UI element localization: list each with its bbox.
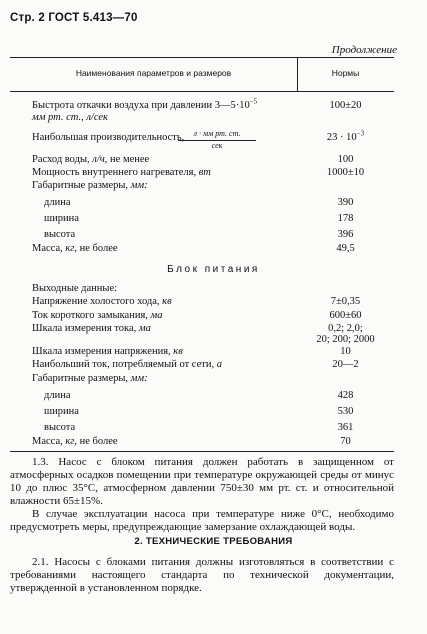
- row-value: 100±20: [329, 100, 362, 111]
- row-label: Шкала измерения напряжения,: [32, 346, 174, 357]
- row-value: 428: [337, 390, 354, 401]
- table-top-rule: [10, 57, 394, 58]
- row-value: 23 · 10: [326, 132, 357, 143]
- row-label: ширина: [44, 213, 79, 224]
- paragraph-exploitation: В случае эксплуатации насоса при температуре ниже 0°С, необходимо предусмотреть меры, предупреждающие замерзание охлаждающей воды.: [10, 508, 394, 533]
- row-unit: ма: [138, 323, 151, 334]
- row-unit: а: [216, 359, 222, 370]
- table-bottom-rule: [10, 451, 394, 452]
- page-header: Стр. 2 ГОСТ 5.413—70: [10, 12, 138, 24]
- row-label: высота: [44, 229, 76, 240]
- row-unit: л/ч: [92, 154, 105, 165]
- fraction-numerator: л · мм рт. ст.: [178, 129, 256, 141]
- row-label: длина: [44, 390, 71, 401]
- row-value: 390: [337, 197, 354, 208]
- row-label-tail: , не более: [74, 243, 118, 254]
- paragraph-2-1: 2.1. Насосы с блоками питания должны изготовляться в соответствии с требованиями настоящего стандарта по технической документации, утвержденной в установленном порядке.: [10, 556, 394, 594]
- row-unit: кв: [173, 346, 183, 357]
- row-unit: ма: [150, 310, 163, 321]
- section-2-title: 2. ТЕХНИЧЕСКИЕ ТРЕБОВАНИЯ: [134, 536, 293, 547]
- row-label: Мощность внутреннего нагревателя,: [32, 167, 199, 178]
- row-label: Шкала измерения тока,: [32, 323, 139, 334]
- table-row: [0, 129, 427, 150]
- row-label: Напряжение холостого хода,: [32, 296, 163, 307]
- row-label: Быстрота откачки воздуха при давлении 3—5·10: [32, 100, 250, 111]
- row-value: 396: [337, 229, 354, 240]
- row-label: Выходные данные:: [32, 283, 118, 294]
- column-header-value: Нормы: [331, 68, 360, 78]
- row-label: Габаритные размеры,: [32, 180, 131, 191]
- row-unit: вт: [198, 167, 211, 178]
- row-value: 600±60: [329, 310, 362, 321]
- row-value: 100: [337, 154, 354, 165]
- row-label: Ток короткого замыкания,: [32, 310, 151, 321]
- row-label-unit: мм рт. ст., л/сек: [32, 112, 108, 123]
- row-value: 530: [337, 406, 354, 417]
- row-value: 361: [337, 422, 354, 433]
- row-label: Масса,: [32, 436, 66, 447]
- paragraph-1-3: 1.3. Насос с блоком питания должен работать в защищенном от атмосферных осадков помещении при температуре окружающей среды от минус 10 до плюс 35°С, атмосферном давлении 750±30 мм рт. ст. и относительной влажности 65±15%.: [10, 456, 394, 507]
- row-value-cont: 20; 200; 2000: [316, 334, 375, 345]
- row-label-sup: −5: [249, 97, 258, 106]
- row-value: 70: [340, 436, 351, 447]
- table-row: [0, 213, 427, 229]
- row-value: 0,2; 2,0;: [328, 323, 363, 334]
- row-label: длина: [44, 197, 71, 208]
- row-label-tail: , не менее: [104, 154, 150, 165]
- row-label: Расход воды,: [32, 154, 93, 165]
- row-label: Масса,: [32, 243, 66, 254]
- row-unit: кв: [162, 296, 172, 307]
- row-label: высота: [44, 422, 76, 433]
- table-row: [0, 436, 427, 452]
- row-value: 178: [337, 213, 354, 224]
- row-value: 7±0,35: [330, 296, 361, 307]
- table-row: [0, 243, 427, 259]
- row-value: 1000±10: [326, 167, 365, 178]
- column-header-name: Наименования параметров и размеров: [75, 68, 232, 78]
- table-header-rule: [10, 91, 394, 92]
- unit-fraction: [178, 129, 256, 151]
- row-unit: мм:: [130, 180, 148, 191]
- row-unit: кг: [65, 243, 75, 254]
- fraction-denominator: сек: [211, 141, 223, 150]
- table-row: [0, 406, 427, 422]
- row-unit: мм:: [130, 373, 148, 384]
- table-row: [0, 390, 427, 406]
- row-label: ширина: [44, 406, 79, 417]
- row-label-tail: , не более: [74, 436, 118, 447]
- row-value: 10: [340, 346, 351, 357]
- row-label: Наибольшая производительность,: [32, 132, 185, 143]
- row-value: 49,5: [336, 243, 355, 254]
- row-unit: кг: [65, 436, 75, 447]
- row-label: Наибольший ток, потребляемый от сети,: [32, 359, 217, 370]
- table-row-cont: [0, 112, 427, 128]
- row-value-sup: −3: [356, 129, 365, 138]
- table-row: [0, 180, 427, 196]
- table-row: [0, 197, 427, 213]
- table-row: [0, 373, 427, 389]
- row-value: 20—2: [332, 359, 359, 370]
- row-label: Габаритные размеры,: [32, 373, 131, 384]
- continuation-label: Продолжение: [331, 44, 397, 56]
- section-title-power-unit: Блок питания: [167, 264, 260, 275]
